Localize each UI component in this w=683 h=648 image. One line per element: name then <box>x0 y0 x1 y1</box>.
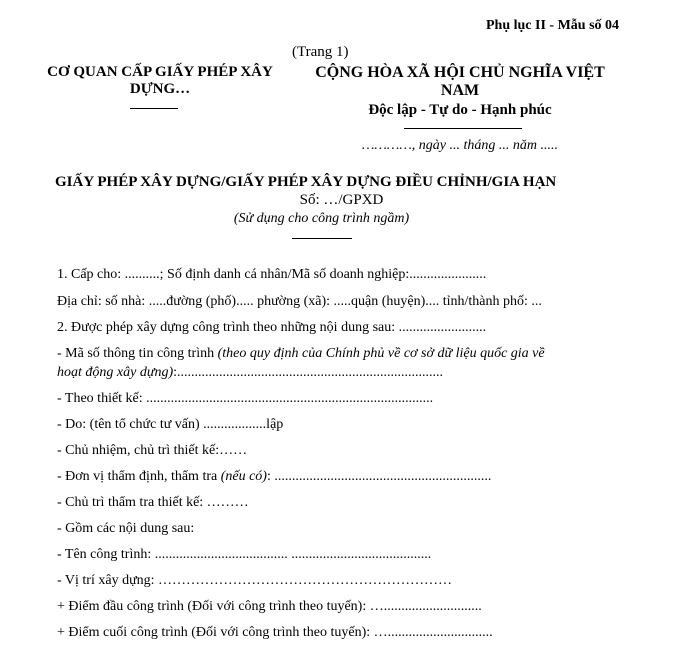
national-header-line1: CỘNG HÒA XÃ HỘI CHỦ NGHĨA VIỆT <box>315 64 605 81</box>
contents-intro-line: - Gồm các nội dung sau: <box>57 521 195 536</box>
appraisal-unit-line <box>57 469 491 485</box>
review-lead-line: - Chủ trì thẩm tra thiết kế: ……… <box>57 495 249 510</box>
document-subtitle: (Sử dụng cho công trình ngầm) <box>233 211 410 226</box>
title-underline <box>292 238 352 239</box>
end-point-line: + Điểm cuối công trình (Đối với công trình theo tuyến): ….............................. <box>57 625 493 640</box>
project-name-line: - Tên công trình: ...................................... ........................................ <box>57 547 432 562</box>
start-point-line: + Điểm đầu công trình (Đối với công trình theo tuyến): …............................ <box>57 599 482 614</box>
project-code-line-2 <box>57 365 443 381</box>
project-code-note-cont: hoạt động xây dựng) <box>57 365 174 380</box>
design-lead-line: - Chủ nhiệm, chủ trì thiết kế:…… <box>57 443 248 458</box>
document-number: Số: …/GPXD <box>299 192 384 208</box>
motto-underline <box>404 128 522 129</box>
issued-to-line: 1. Cấp cho: ..........; Số định danh cá nhân/Mã số doanh nghiệp:...................... <box>57 267 487 282</box>
project-code-label: - Mã số thông tin công trình <box>57 346 218 361</box>
project-code-line <box>57 346 545 362</box>
design-basis-line: - Theo thiết kế: .................................................................................. <box>57 391 434 406</box>
consultant-line: - Do: (tên tổ chức tư vấn) ..................lập <box>57 417 284 432</box>
left-header-underline <box>130 108 178 109</box>
national-motto: Độc lập - Tự do - Hạnh phúc <box>368 102 552 118</box>
issuing-agency-line1: CƠ QUAN CẤP GIẤY PHÉP XÂY <box>47 64 273 80</box>
national-header <box>300 64 620 100</box>
page-label: (Trang 1) <box>292 44 349 60</box>
appraisal-unit-dots: : .............................................................. <box>266 469 492 484</box>
project-code-note: (theo quy định của Chính phủ về cơ sở dữ liệu quốc gia về <box>217 346 545 361</box>
document-title: GIẤY PHÉP XÂY DỰNG/GIẤY PHÉP XÂY DỰNG ĐIỀU CHỈNH/GIA HẠN <box>55 174 557 190</box>
permitted-content-line: 2. Được phép xây dựng công trình theo những nội dung sau: ......................... <box>57 320 487 335</box>
appraisal-unit-note: (nếu có) <box>220 469 267 484</box>
address-line: Địa chỉ: số nhà: .....đường (phố)..... phường (xã): .....quận (huyện).... tỉnh/thành phố: ... <box>57 294 542 309</box>
date-line: …………, ngày ... tháng ... năm ..... <box>361 138 558 153</box>
project-code-dots: :............................................................................ <box>173 365 444 380</box>
appraisal-unit-label: - Đơn vị thẩm định, thẩm tra <box>57 469 221 484</box>
issuing-agency-line2: DỰNG… <box>129 81 191 97</box>
national-header-line2: NAM <box>440 82 480 99</box>
issuing-agency-header <box>20 64 300 98</box>
appendix-label: Phụ lục II - Mẫu số 04 <box>486 18 620 33</box>
location-line: - Vị trí xây dựng: ……………………………………………………… <box>57 573 453 588</box>
